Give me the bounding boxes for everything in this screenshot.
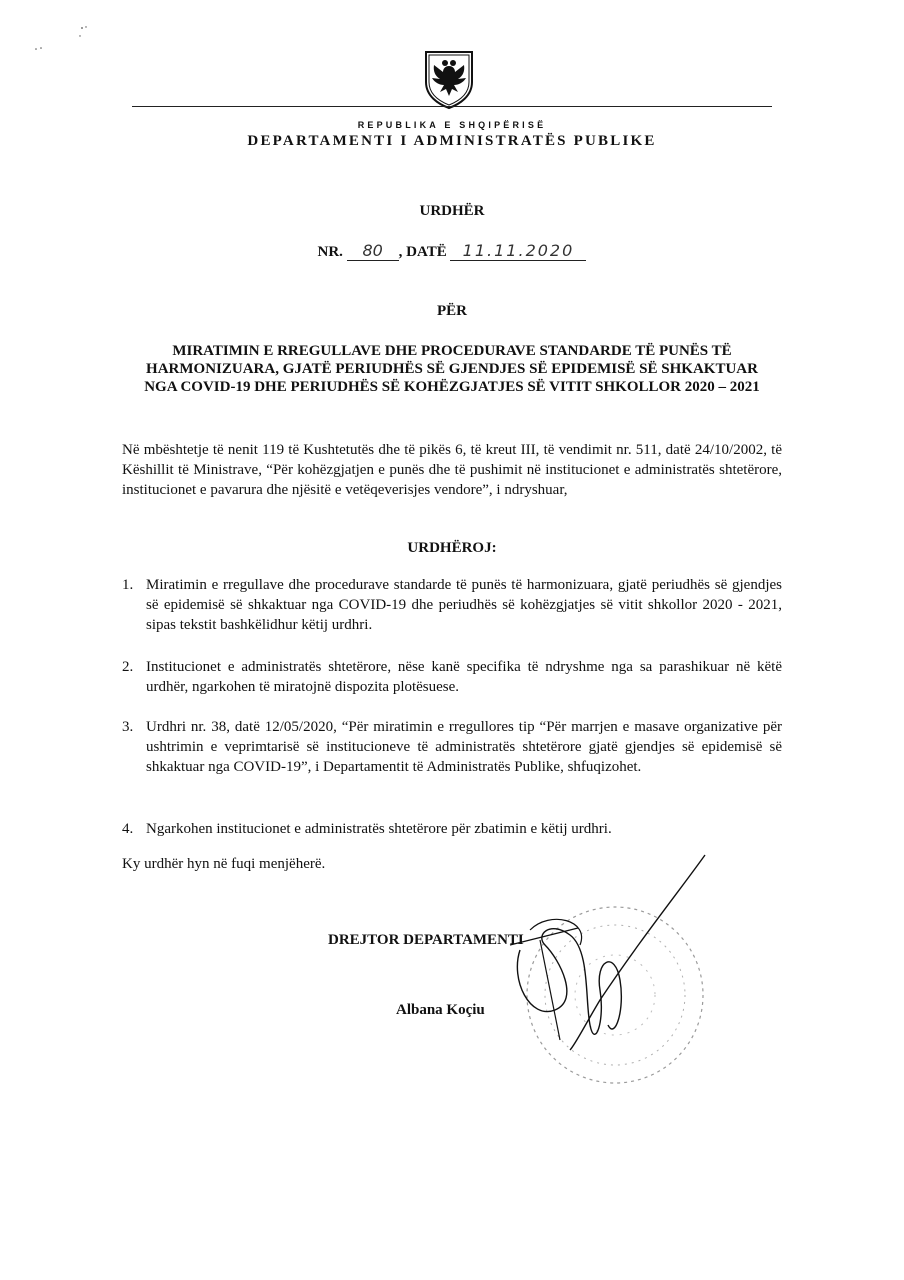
item-text: Urdhri nr. 38, datë 12/05/2020, “Për miratimin e rregullores tip “Për marrjen e masave organizative për ushtrimin e veprimtarisë së institucioneve të administratës shtetërore gjatë gjendjes së epidemisë së shkaktuar nga COVID-19”, i Departamentit të Administratës Publike, shfuqizohet. — [146, 719, 782, 775]
order-item — [122, 575, 782, 635]
header-rule — [132, 106, 772, 107]
item-number: 4. — [122, 821, 134, 837]
scan-artifact — [30, 24, 100, 54]
document-title: URDHËR — [419, 203, 485, 219]
department-name: DEPARTAMENTI I ADMINISTRATËS PUBLIKE — [247, 133, 657, 149]
nr-value: 80 — [347, 242, 399, 261]
entry-into-force: Ky urdhër hyn në fuqi menjëherë. — [122, 856, 326, 872]
number-date-line — [0, 242, 904, 261]
item-number: 3. — [122, 719, 134, 735]
republic-name: REPUBLIKA E SHQIPËRISË — [357, 120, 547, 130]
per-heading: PËR — [437, 303, 467, 319]
order-item — [122, 657, 782, 697]
item-number: 1. — [122, 577, 134, 593]
signer-title: DREJTOR DEPARTAMENTI — [328, 932, 524, 948]
order-subject: MIRATIMIN E RREGULLAVE DHE PROCEDURAVE STANDARDE TË PUNËS TË HARMONIZUARA, GJATË PERIUDHËS SË GJENDJES SË EPIDEMISË SË SHKAKTUAR NGA COVID-19 DHE PERIUDHËS SË KOHËZGJATJES SË VITIT SHKOLLOR 2020 – 2021 — [144, 343, 760, 395]
item-number: 2. — [122, 659, 134, 675]
signer-name: Albana Koçiu — [396, 1002, 485, 1018]
date-value: 11.11.2020 — [450, 242, 586, 261]
item-text: Institucionet e administratës shtetërore, nëse kanë specifika të ndryshme nga sa parashikuar në këtë urdhër, ngarkohen të miratojnë dispozita plotësuese. — [146, 659, 782, 695]
order-heading: URDHËROJ: — [407, 540, 497, 556]
handwritten-signature-icon — [490, 850, 720, 1070]
order-item — [122, 819, 782, 839]
item-text: Miratimin e rregullave dhe procedurave standarde të punës të harmonizuara, gjatë periudhës së gjendjes së epidemisë së shkaktuar nga COVID-19 dhe periudhës së kohëzgjatjes së vitit shkollor 2020 - 2021, sipas tekstit bashkëlidhur këtij urdhri. — [146, 577, 782, 633]
nr-label: NR. — [317, 244, 343, 260]
albanian-eagle-emblem-icon — [418, 48, 480, 110]
order-item — [122, 717, 782, 777]
legal-basis-paragraph: Në mbështetje të nenit 119 të Kushtetutës dhe të pikës 6, të kreut III, të vendimit nr. 511, datë 24/10/2002, të Këshillit të Ministrave, “Për kohëzgjatjen e punës dhe të pushimit në institucionet e administratës shtetërore, institucionet e pavarura dhe njësitë e vetëqeverisjes vendore”, i ndryshuar, — [122, 442, 782, 498]
date-label: , DATË — [398, 244, 447, 260]
item-text: Ngarkohen institucionet e administratës shtetërore për zbatimin e këtij urdhri. — [146, 821, 612, 837]
